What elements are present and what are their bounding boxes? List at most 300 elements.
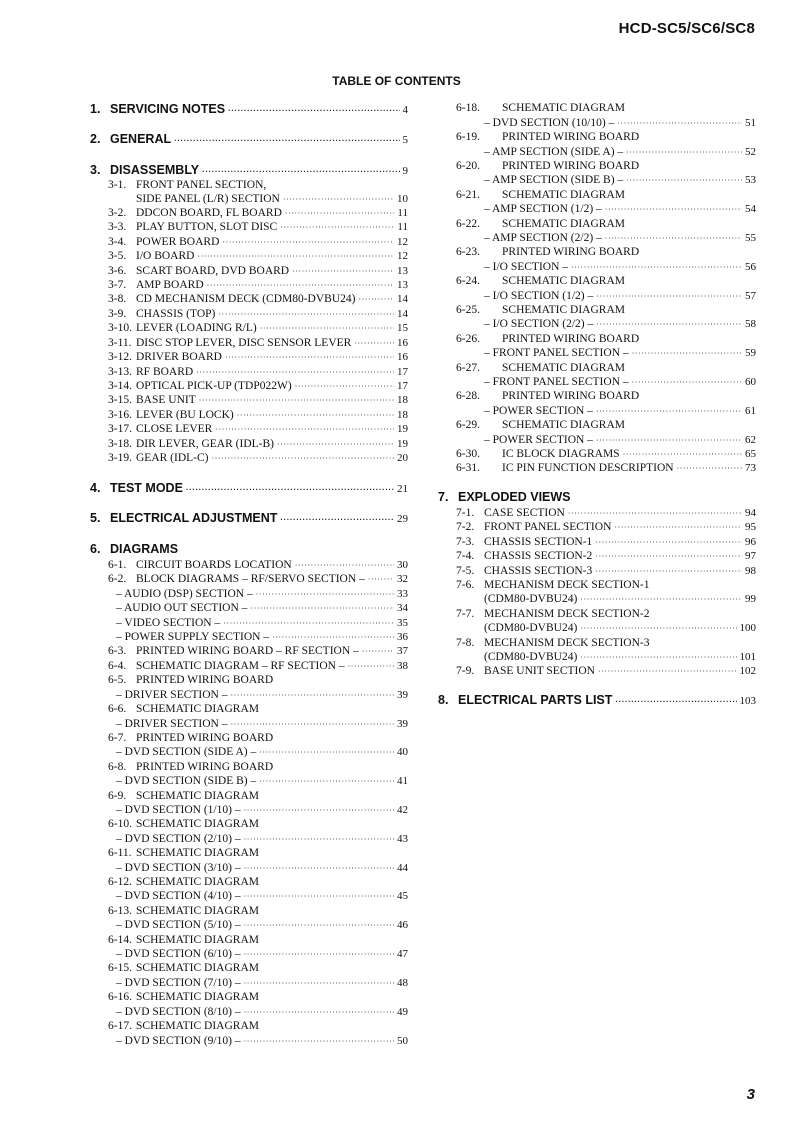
toc-entry-title: DISASSEMBLY — [110, 163, 200, 177]
toc-entry-title: SCHEMATIC DIAGRAM – RF SECTION – — [136, 660, 345, 672]
toc-dot-leader — [626, 174, 742, 188]
toc-entry-number: 7-9. — [456, 665, 475, 677]
toc-dot-leader — [207, 279, 394, 293]
toc-entry[interactable] — [90, 558, 408, 572]
toc-entry-number: 6-6. — [108, 703, 127, 715]
toc-entry-number: 6-30. — [456, 448, 480, 460]
toc-entry-title: PRINTED WIRING BOARD — [136, 761, 274, 773]
toc-entry[interactable] — [90, 542, 408, 556]
toc-entry-page: 99 — [745, 593, 756, 605]
toc-entry[interactable] — [90, 789, 408, 803]
toc-dot-leader — [598, 665, 737, 679]
toc-entry-number: 7-7. — [456, 608, 475, 620]
toc-dot-leader — [285, 207, 395, 221]
toc-entry-number: 6-27. — [456, 362, 480, 374]
toc-entry[interactable] — [438, 607, 756, 621]
toc-entry-number: 6-10. — [108, 818, 132, 830]
toc-entry[interactable] — [438, 404, 756, 418]
toc-entry[interactable] — [90, 616, 408, 630]
toc-entry[interactable] — [90, 803, 408, 817]
toc-entry[interactable] — [438, 361, 756, 375]
toc-entry-number: 3-3. — [108, 221, 127, 233]
toc-entry-page: 95 — [745, 521, 756, 533]
toc-entry-title: CHASSIS SECTION-1 — [484, 536, 593, 548]
toc-entry[interactable] — [438, 116, 756, 130]
toc-entry[interactable] — [90, 292, 408, 306]
toc-dot-leader — [231, 718, 395, 732]
toc-entry-number: 3-12. — [108, 351, 132, 363]
toc-entry[interactable] — [90, 192, 408, 206]
toc-entry-title: DRIVER BOARD — [136, 351, 222, 363]
toc-dot-leader — [568, 507, 742, 521]
toc-dot-leader — [292, 265, 394, 279]
toc-entry-number: 3-19. — [108, 452, 132, 464]
toc-dot-leader — [632, 347, 742, 361]
toc-dot-leader — [580, 622, 736, 636]
toc-entry-number: 6-28. — [456, 390, 480, 402]
toc-entry[interactable] — [90, 731, 408, 745]
toc-dot-leader — [244, 948, 394, 962]
toc-entry-title: DIR LEVER, GEAR (IDL-B) — [136, 438, 274, 450]
toc-entry-title: (CDM80-DVBU24) — [484, 622, 578, 634]
toc-dot-leader — [244, 833, 394, 847]
toc-entry[interactable] — [90, 572, 408, 586]
toc-entry-title: MECHANISM DECK SECTION-3 — [484, 637, 650, 649]
toc-entry-title: – POWER SECTION – — [484, 405, 593, 417]
toc-entry-page: 21 — [397, 483, 408, 495]
toc-dot-leader — [295, 559, 394, 573]
toc-entry-page: 39 — [397, 718, 408, 730]
toc-entry-title: DIAGRAMS — [110, 542, 179, 556]
toc-entry[interactable] — [438, 650, 756, 664]
toc-entry-title: (CDM80-DVBU24) — [484, 593, 578, 605]
toc-entry-number: 6-8. — [108, 761, 127, 773]
toc-entry-page: 46 — [397, 919, 408, 931]
toc-entry-number: 3-7. — [108, 279, 127, 291]
toc-entry[interactable] — [438, 461, 756, 475]
toc-dot-leader — [260, 322, 394, 336]
toc-entry-title: ELECTRICAL ADJUSTMENT — [110, 511, 278, 525]
toc-entry-title: – I/O SECTION (1/2) – — [484, 290, 594, 302]
toc-entry-page: 4 — [402, 104, 408, 116]
toc-entry[interactable] — [438, 447, 756, 461]
toc-entry-page: 18 — [397, 394, 408, 406]
toc-entry-title: – DRIVER SECTION – — [116, 689, 228, 701]
toc-entry[interactable] — [90, 1034, 408, 1048]
toc-entry[interactable] — [90, 630, 408, 644]
toc-entry-title: – DVD SECTION (5/10) – — [116, 919, 241, 931]
toc-entry[interactable] — [438, 535, 756, 549]
toc-entry-page: 103 — [739, 695, 756, 707]
toc-dot-leader — [228, 104, 399, 118]
toc-entry-title: AMP BOARD — [136, 279, 204, 291]
toc-dot-leader — [215, 423, 394, 437]
toc-entry[interactable] — [90, 976, 408, 990]
toc-entry-title: – DVD SECTION (6/10) – — [116, 948, 241, 960]
toc-entry-page: 57 — [745, 290, 756, 302]
toc-entry-number: 7-3. — [456, 536, 475, 548]
toc-entry[interactable] — [90, 220, 408, 234]
toc-entry[interactable] — [438, 173, 756, 187]
toc-entry-title: SCHEMATIC DIAGRAM — [136, 991, 259, 1003]
toc-entry-page: 55 — [745, 232, 756, 244]
toc-entry-number: 6-4. — [108, 660, 127, 672]
toc-dot-leader — [354, 337, 394, 351]
toc-entry[interactable] — [90, 437, 408, 451]
toc-entry[interactable] — [90, 393, 408, 407]
toc-entry-title: IC BLOCK DIAGRAMS — [502, 448, 620, 460]
toc-entry-page: 50 — [397, 1035, 408, 1047]
toc-dot-leader — [614, 521, 742, 535]
toc-entry[interactable] — [90, 379, 408, 393]
toc-entry[interactable] — [438, 303, 756, 317]
toc-entry-title: CD MECHANISM DECK (CDM80-DVBU24) — [136, 293, 356, 305]
toc-dot-leader — [212, 452, 395, 466]
toc-dot-leader — [222, 236, 394, 250]
toc-entry[interactable] — [438, 188, 756, 202]
toc-entry-number: 7-8. — [456, 637, 475, 649]
toc-entry-title: PRINTED WIRING BOARD — [136, 674, 274, 686]
toc-entry-page: 39 — [397, 689, 408, 701]
toc-entry[interactable] — [90, 861, 408, 875]
toc-dot-leader — [244, 1006, 394, 1020]
toc-entry-number: 6-7. — [108, 732, 127, 744]
toc-entry-title: – POWER SUPPLY SECTION – — [116, 631, 270, 643]
toc-dot-leader — [362, 645, 394, 659]
toc-entry[interactable] — [438, 664, 756, 678]
toc-entry-title: SCHEMATIC DIAGRAM — [136, 962, 259, 974]
toc-entry-number: 6-14. — [108, 934, 132, 946]
toc-entry-title: – DVD SECTION (1/10) – — [116, 804, 241, 816]
toc-entry[interactable] — [438, 346, 756, 360]
toc-entry[interactable] — [90, 659, 408, 673]
toc-entry-number: 6-29. — [456, 419, 480, 431]
toc-entry-title: SCHEMATIC DIAGRAM — [136, 790, 259, 802]
toc-entry[interactable] — [438, 564, 756, 578]
toc-entry[interactable] — [90, 889, 408, 903]
toc-entry-title: DISC STOP LEVER, DISC SENSOR LEVER — [136, 337, 352, 349]
toc-entry-title: IC PIN FUNCTION DESCRIPTION — [502, 462, 674, 474]
toc-dot-leader — [259, 775, 394, 789]
toc-entry-page: 36 — [397, 631, 408, 643]
toc-entry-title: SCHEMATIC DIAGRAM — [136, 934, 259, 946]
toc-entry-number: 6-31. — [456, 462, 480, 474]
page-number: 3 — [746, 1086, 755, 1103]
toc-entry[interactable] — [438, 289, 756, 303]
toc-entry-number: 6-20. — [456, 160, 480, 172]
toc-dot-leader — [358, 293, 394, 307]
toc-dot-leader — [272, 631, 394, 645]
toc-entry-page: 51 — [745, 117, 756, 129]
toc-entry[interactable] — [438, 145, 756, 159]
toc-entry-number: 3-13. — [108, 366, 132, 378]
toc-dot-leader — [617, 117, 742, 131]
toc-entry-page: 20 — [397, 452, 408, 464]
toc-entry[interactable] — [90, 688, 408, 702]
toc-entry[interactable] — [90, 961, 408, 975]
toc-entry[interactable] — [438, 159, 756, 173]
toc-entry[interactable] — [90, 760, 408, 774]
toc-entry-title: – DVD SECTION (9/10) – — [116, 1035, 241, 1047]
toc-entry-title: SCHEMATIC DIAGRAM — [502, 304, 625, 316]
toc-entry[interactable] — [438, 332, 756, 346]
toc-entry[interactable] — [90, 206, 408, 220]
toc-dot-leader — [244, 1035, 394, 1049]
toc-entry-number: 7-5. — [456, 565, 475, 577]
toc-entry-number: 3-8. — [108, 293, 127, 305]
toc-entry[interactable] — [90, 481, 408, 495]
toc-entry-number: 3-17. — [108, 423, 132, 435]
toc-entry[interactable] — [90, 1019, 408, 1033]
toc-entry[interactable] — [90, 933, 408, 947]
toc-entry-number: 6-12. — [108, 876, 132, 888]
toc-entry-page: 49 — [397, 1006, 408, 1018]
toc-entry-title: LEVER (BU LOCK) — [136, 409, 234, 421]
toc-entry[interactable] — [438, 231, 756, 245]
toc-entry-page: 48 — [397, 977, 408, 989]
toc-entry-page: 16 — [397, 351, 408, 363]
toc-entry-title: PRINTED WIRING BOARD — [502, 390, 640, 402]
toc-entry-title: TEST MODE — [110, 481, 183, 495]
toc-entry-title: PRINTED WIRING BOARD — [502, 333, 640, 345]
toc-entry-title: CHASSIS SECTION-2 — [484, 550, 593, 562]
toc-entry-page: 100 — [739, 622, 756, 634]
toc-entry[interactable] — [90, 875, 408, 889]
toc-entry-title: – AUDIO OUT SECTION – — [116, 602, 248, 614]
toc-entry[interactable] — [438, 621, 756, 635]
toc-dot-leader — [623, 448, 742, 462]
toc-entry-page: 19 — [397, 423, 408, 435]
toc-dot-leader — [244, 977, 394, 991]
toc-entry[interactable] — [438, 506, 756, 520]
toc-dot-leader — [250, 602, 394, 616]
toc-dot-leader — [283, 193, 394, 207]
toc-entry-page: 52 — [745, 146, 756, 158]
toc-entry[interactable] — [90, 745, 408, 759]
toc-entry[interactable] — [90, 774, 408, 788]
toc-entry[interactable] — [438, 549, 756, 563]
toc-entry-title: – DVD SECTION (10/10) – — [484, 117, 615, 129]
toc-entry-title: CHASSIS (TOP) — [136, 308, 216, 320]
toc-entry[interactable] — [90, 336, 408, 350]
toc-entry-title: – DRIVER SECTION – — [116, 718, 228, 730]
toc-entry[interactable] — [438, 317, 756, 331]
toc-entry-title: BASE UNIT — [136, 394, 196, 406]
toc-entry-page: 32 — [397, 573, 408, 585]
toc-entry-number: 6-13. — [108, 905, 132, 917]
toc-entry-page: 9 — [402, 165, 408, 177]
toc-entry-number: 7-6. — [456, 579, 475, 591]
toc-entry[interactable] — [438, 260, 756, 274]
toc-entry-number: 7-2. — [456, 521, 475, 533]
toc-entry-page: 59 — [745, 347, 756, 359]
toc-entry[interactable] — [90, 832, 408, 846]
toc-entry-title: GENERAL — [110, 132, 172, 146]
toc-entry-number: 6-11. — [108, 847, 132, 859]
toc-entry-title: POWER BOARD — [136, 236, 220, 248]
toc-entry[interactable] — [438, 490, 756, 504]
toc-entry-page: 65 — [745, 448, 756, 460]
toc-entry-title: FRONT PANEL SECTION — [484, 521, 612, 533]
toc-entry-title: RF BOARD — [136, 366, 194, 378]
toc-entry-number: 3. — [90, 163, 101, 177]
toc-entry-number: 3-5. — [108, 250, 127, 262]
toc-entry-page: 60 — [745, 376, 756, 388]
toc-entry[interactable] — [438, 202, 756, 216]
toc-dot-leader — [186, 483, 394, 497]
toc-entry-title: SCHEMATIC DIAGRAM — [136, 847, 259, 859]
toc-entry[interactable] — [90, 1005, 408, 1019]
toc-entry-title: PRINTED WIRING BOARD — [136, 732, 274, 744]
toc-entry[interactable] — [90, 321, 408, 335]
toc-entry-number: 2. — [90, 132, 101, 146]
toc-entry[interactable] — [90, 408, 408, 422]
toc-dot-leader — [596, 405, 742, 419]
toc-dot-leader — [174, 134, 399, 148]
toc-entry-title: CIRCUIT BOARDS LOCATION — [136, 559, 292, 571]
toc-entry[interactable] — [438, 375, 756, 389]
toc-entry-title: – AMP SECTION (SIDE A) – — [484, 146, 624, 158]
toc-entry-page: 101 — [739, 651, 756, 663]
toc-entry[interactable] — [438, 418, 756, 432]
toc-entry-number: 4. — [90, 481, 101, 495]
toc-dot-leader — [223, 617, 394, 631]
toc-entry-page: 10 — [397, 193, 408, 205]
toc-entry[interactable] — [438, 130, 756, 144]
toc-entry[interactable] — [90, 235, 408, 249]
toc-dot-leader — [256, 588, 394, 602]
toc-dot-leader — [231, 689, 395, 703]
toc-entry-page: 13 — [397, 265, 408, 277]
toc-entry[interactable] — [438, 274, 756, 288]
toc-entry-title: SCHEMATIC DIAGRAM — [136, 905, 259, 917]
toc-dot-leader — [596, 434, 742, 448]
toc-dot-leader — [595, 550, 742, 564]
toc-entry[interactable] — [90, 702, 408, 716]
toc-entry[interactable] — [90, 601, 408, 615]
toc-entry[interactable] — [438, 245, 756, 259]
toc-entry[interactable] — [90, 132, 408, 146]
toc-entry[interactable] — [438, 520, 756, 534]
toc-dot-leader — [626, 146, 742, 160]
toc-entry-page: 43 — [397, 833, 408, 845]
toc-entry[interactable] — [90, 365, 408, 379]
toc-entry[interactable] — [90, 350, 408, 364]
toc-entry[interactable] — [438, 592, 756, 606]
toc-entry-number: 5. — [90, 511, 101, 525]
toc-entry-title: SCHEMATIC DIAGRAM — [502, 419, 625, 431]
toc-entry[interactable] — [90, 904, 408, 918]
toc-entry-page: 14 — [397, 293, 408, 305]
toc-entry-number: 6-23. — [456, 246, 480, 258]
toc-entry-page: 15 — [397, 322, 408, 334]
toc-dot-leader — [295, 380, 394, 394]
toc-entry-title: PRINTED WIRING BOARD – RF SECTION – — [136, 645, 359, 657]
toc-entry-title: CLOSE LEVER — [136, 423, 213, 435]
toc-entry[interactable] — [90, 264, 408, 278]
toc-entry[interactable] — [90, 102, 408, 116]
toc-entry[interactable] — [90, 947, 408, 961]
toc-entry-title: SCHEMATIC DIAGRAM — [136, 876, 259, 888]
toc-entry[interactable] — [438, 389, 756, 403]
toc-entry[interactable] — [90, 817, 408, 831]
toc-dot-leader — [571, 261, 742, 275]
toc-dot-leader — [605, 203, 742, 217]
toc-entry-title: – I/O SECTION – — [484, 261, 569, 273]
model-number-header: HCD-SC5/SC6/SC8 — [618, 20, 755, 37]
toc-entry-title: CHASSIS SECTION-3 — [484, 565, 593, 577]
toc-entry[interactable] — [438, 693, 756, 707]
toc-dot-leader — [368, 573, 394, 587]
toc-entry-page: 96 — [745, 536, 756, 548]
toc-entry[interactable] — [438, 433, 756, 447]
toc-entry-title: – DVD SECTION (2/10) – — [116, 833, 241, 845]
toc-entry-page: 73 — [745, 462, 756, 474]
toc-entry[interactable] — [90, 846, 408, 860]
toc-entry-title: OPTICAL PICK-UP (TDP022W) — [136, 380, 292, 392]
toc-entry-title: – I/O SECTION (2/2) – — [484, 318, 594, 330]
toc-entry-number: 6. — [90, 542, 101, 556]
toc-entry-title: PRINTED WIRING BOARD — [502, 131, 640, 143]
toc-entry-title: ELECTRICAL PARTS LIST — [458, 693, 613, 707]
toc-entry[interactable] — [90, 587, 408, 601]
toc-entry-number: 3-6. — [108, 265, 127, 277]
toc-dot-leader — [196, 366, 394, 380]
toc-entry-number: 3-10. — [108, 322, 132, 334]
toc-entry-title: – DVD SECTION (SIDE A) – — [116, 746, 257, 758]
toc-entry[interactable] — [90, 918, 408, 932]
toc-entry-title: – VIDEO SECTION – — [116, 617, 221, 629]
toc-entry[interactable] — [438, 217, 756, 231]
toc-entry-number: 3-11. — [108, 337, 132, 349]
toc-dot-leader — [580, 651, 736, 665]
toc-entry-title: – DVD SECTION (4/10) – — [116, 890, 241, 902]
toc-entry-page: 40 — [397, 746, 408, 758]
toc-entry-title: – FRONT PANEL SECTION – — [484, 376, 629, 388]
toc-entry-title: – AMP SECTION (2/2) – — [484, 232, 602, 244]
toc-entry-number: 8. — [438, 693, 449, 707]
toc-entry-page: 16 — [397, 337, 408, 349]
toc-entry[interactable] — [90, 307, 408, 321]
toc-entry[interactable] — [90, 644, 408, 658]
toc-entry-title: BASE UNIT SECTION — [484, 665, 595, 677]
toc-entry-page: 13 — [397, 279, 408, 291]
toc-entry[interactable] — [90, 451, 408, 465]
toc-entry[interactable] — [90, 511, 408, 525]
toc-entry[interactable] — [438, 578, 756, 592]
toc-entry-title: – DVD SECTION (3/10) – — [116, 862, 241, 874]
toc-entry[interactable] — [90, 278, 408, 292]
toc-entry[interactable] — [90, 990, 408, 1004]
toc-dot-leader — [259, 746, 394, 760]
toc-entry[interactable] — [90, 178, 408, 192]
toc-entry-title: EXPLODED VIEWS — [458, 490, 571, 504]
toc-entry[interactable] — [438, 101, 756, 115]
toc-entry-number: 7-1. — [456, 507, 475, 519]
toc-entry-number: 7-4. — [456, 550, 475, 562]
toc-dot-leader — [244, 862, 394, 876]
toc-entry-number: 6-1. — [108, 559, 127, 571]
toc-entry[interactable] — [90, 717, 408, 731]
toc-entry-title: – DVD SECTION (8/10) – — [116, 1006, 241, 1018]
toc-entry[interactable] — [90, 673, 408, 687]
toc-entry[interactable] — [90, 422, 408, 436]
toc-entry[interactable] — [90, 249, 408, 263]
toc-entry-title: CASE SECTION — [484, 507, 565, 519]
toc-entry[interactable] — [438, 636, 756, 650]
toc-entry[interactable] — [90, 163, 408, 177]
toc-entry-page: 37 — [397, 645, 408, 657]
